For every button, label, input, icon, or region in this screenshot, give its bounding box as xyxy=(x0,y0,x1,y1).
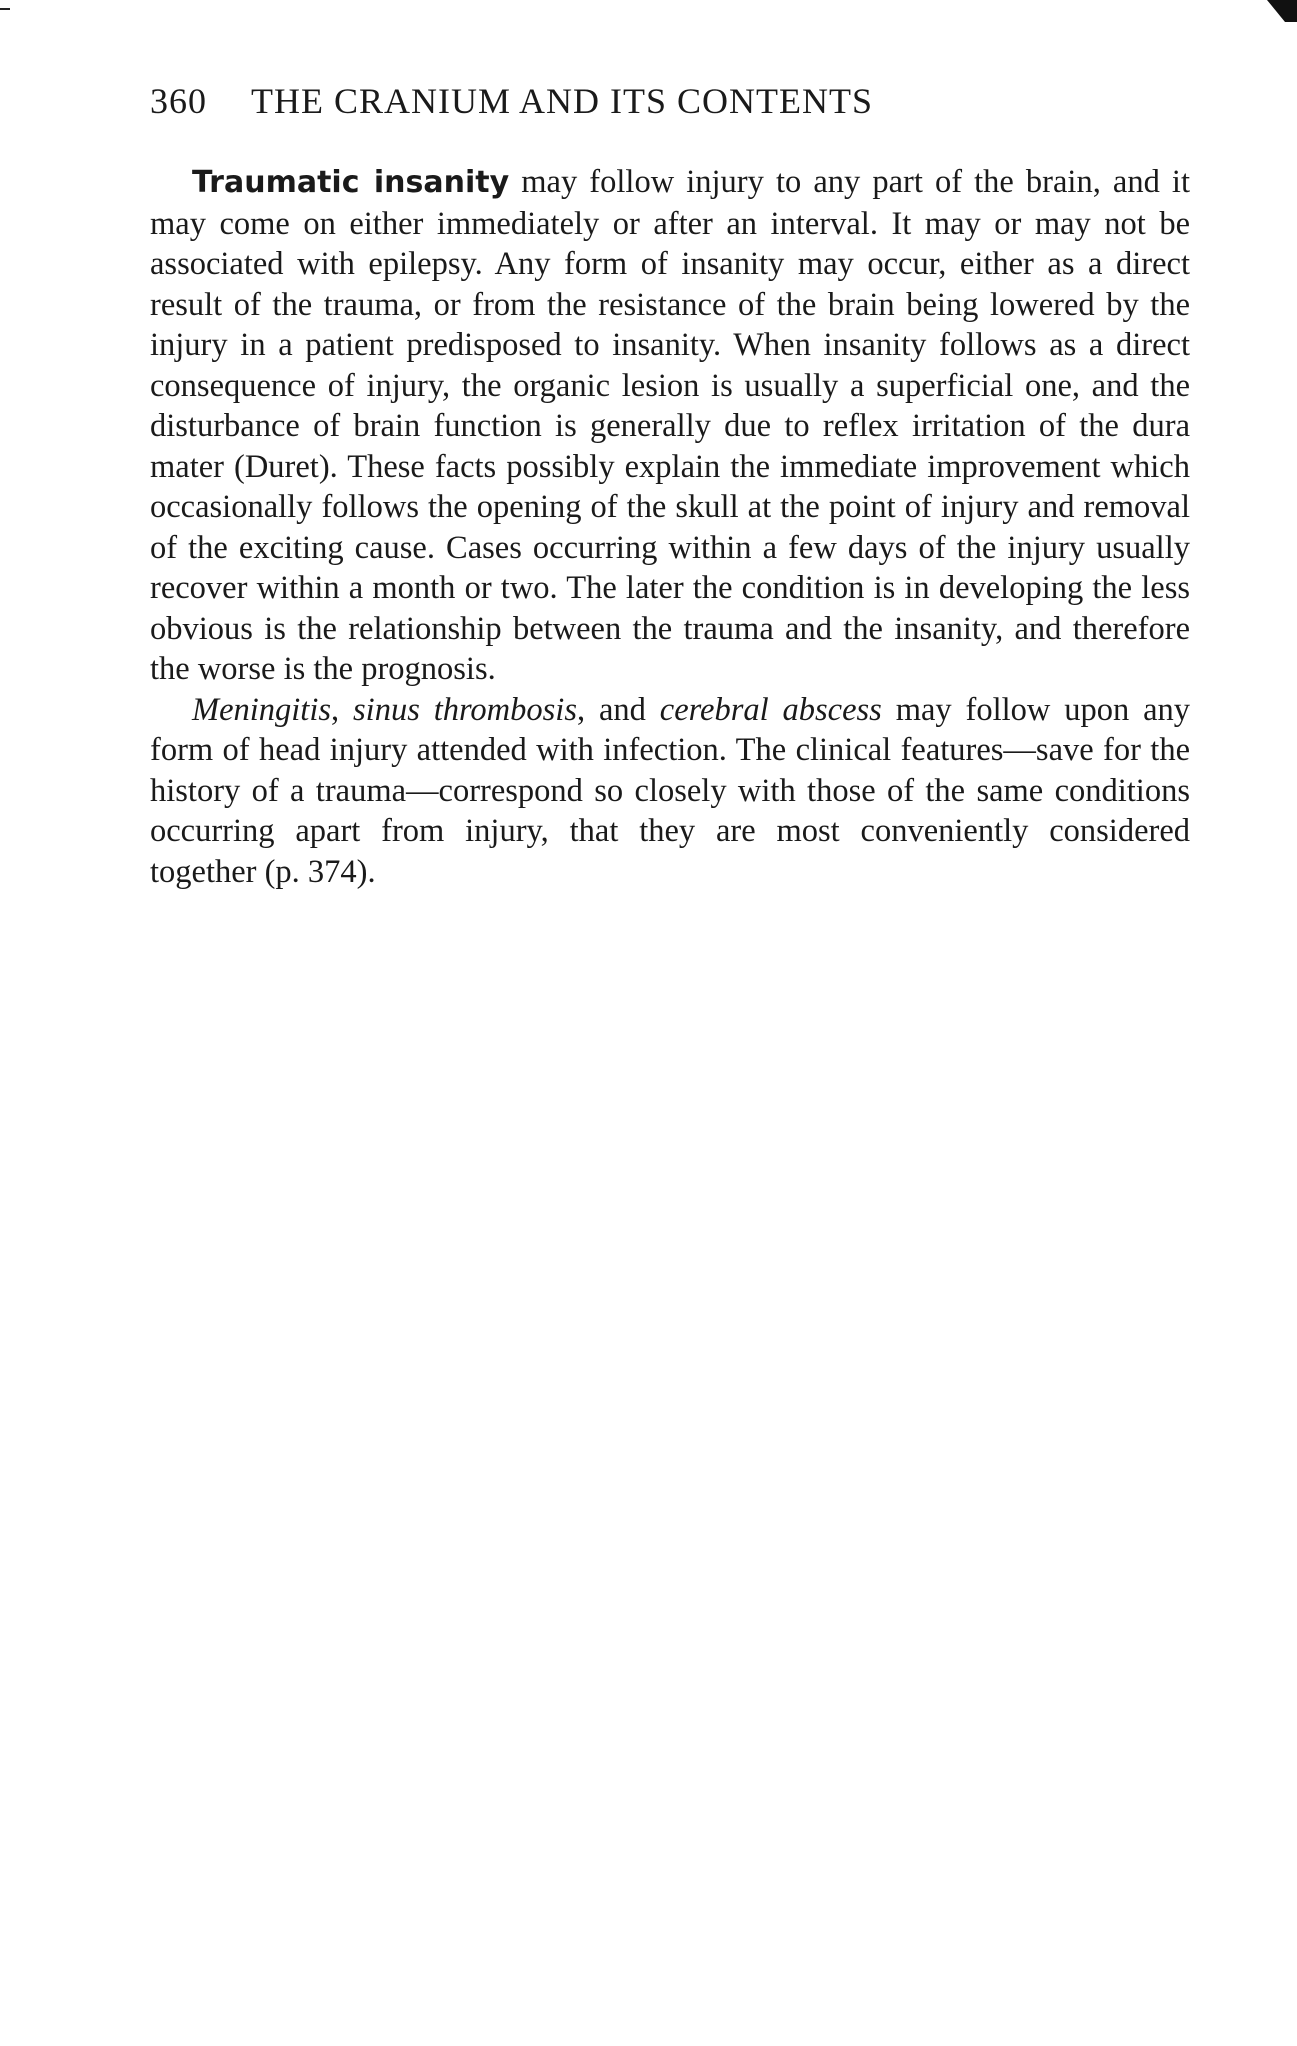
paragraph-complications xyxy=(150,690,1190,893)
term-sinus-thrombosis: sinus thrombosis xyxy=(353,691,577,728)
paragraph-2-body: may follow upon any form of head injury attended with infection. The clinical features—save for the history of a trauma—correspond so closely with those of the same conditions occurring apart from injury, that they are most conveniently considered together (p. 374). xyxy=(150,691,1191,890)
scan-edge-mark-left xyxy=(0,8,10,10)
paragraph-traumatic-insanity xyxy=(150,162,1190,690)
page-number: 360 xyxy=(150,81,207,121)
separator-1: , xyxy=(331,691,354,728)
term-cerebral-abscess: cerebral abscess xyxy=(659,691,882,728)
paragraph-1-body: may follow injury to any part of the brain, and it may come on either immediately or after an interval. It may or may not be associated with epilepsy. Any form of insanity may occur, either as a direct result of the trauma, or from the resistance of the brain being lowered by the injury in a patient predisposed to insanity. When insanity follows as a direct consequence of injury, the organic lesion is usually a superficial one, and the disturbance of brain function is generally due to reflex irritation of the dura mater (Duret). These facts possibly explain the immediate improvement which occasionally follows the opening of the skull at the point of injury and removal of the exciting cause. Cases occurring within a few days of the injury usually recover within a month or two. The later the condition is in developing the less obvious is the relationship between the trauma and the insanity, and therefore the worse is the prognosis. xyxy=(150,164,1190,687)
running-title: THE CRANIUM AND ITS CONTENTS xyxy=(251,81,873,121)
lead-term-traumatic-insanity: Traumatic insanity xyxy=(192,165,510,200)
book-page xyxy=(150,80,1190,892)
separator-2: , and xyxy=(576,691,660,728)
term-meningitis: Meningitis xyxy=(192,691,332,728)
scan-edge-mark-right xyxy=(1267,0,1297,22)
running-head xyxy=(150,80,1190,122)
